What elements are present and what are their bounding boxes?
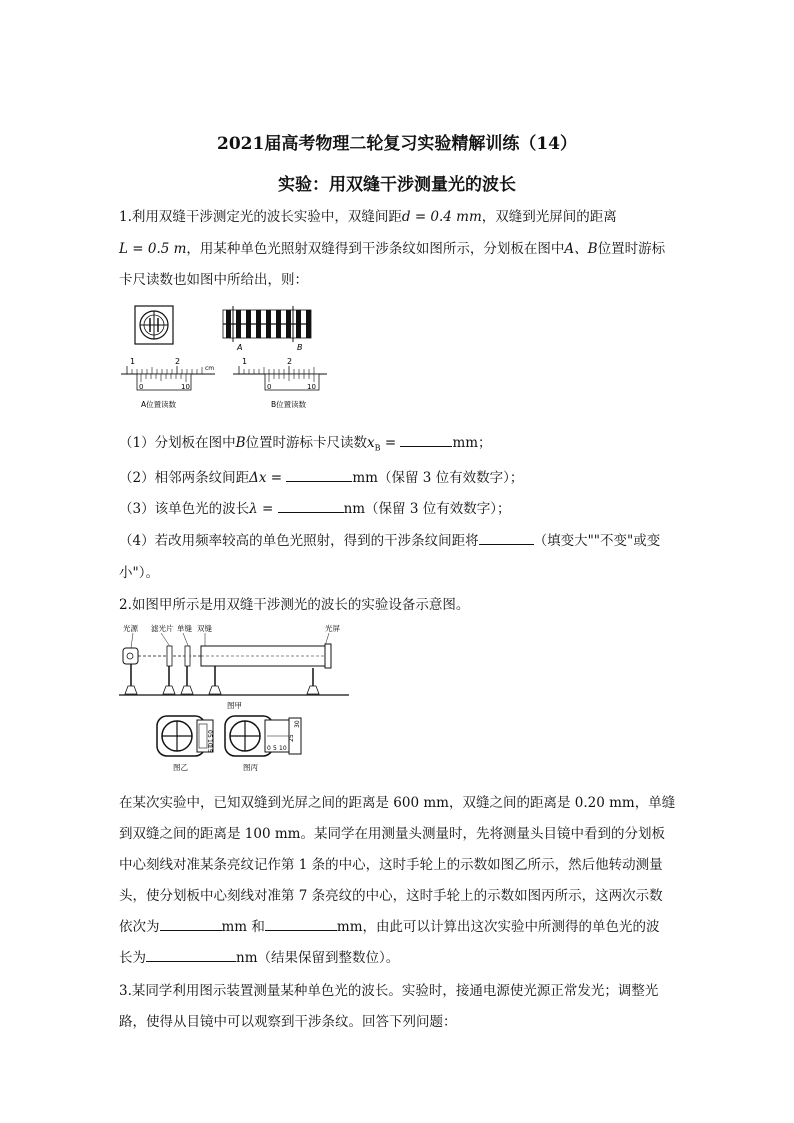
label-light-source: 光源 (123, 624, 138, 633)
q1-sub1 (119, 431, 492, 453)
q2-intro: 2.如图甲所示是用双缝干涉测光的波长的实验设备示意图。 (119, 597, 470, 613)
q2-text: 依次为 (119, 919, 160, 935)
caliper-b-top-1: 1 (242, 357, 248, 366)
caliper-a-vernier-10: 10 (181, 383, 190, 391)
caliper-a (121, 357, 215, 409)
page-title: 2021届高考物理二轮复习实验精解训练（14） (217, 134, 577, 154)
caliper-b-vernier-10: 10 (307, 383, 316, 391)
q1-sub1-text: （1）分划板在图中 (119, 435, 236, 451)
label-double-slit: 双缝 (197, 624, 212, 633)
answer-blank-7[interactable] (146, 947, 236, 962)
q1-sub2-text: （2）相邻两条纹间距 (119, 470, 250, 486)
caliper-a-top-2: 2 (175, 357, 181, 366)
q2-para-line3: 中心刻线对准某条亮纹记作第 1 条的中心，这时手轮上的示数如图乙所示，然后他转动测量 (119, 857, 663, 873)
eyepiece-figure (135, 306, 173, 344)
q1-line3: 卡尺读数也如图中所给出，则： (119, 272, 308, 288)
fringe-label-a: A (237, 343, 243, 352)
q1-sub4-text: （4）若改用频率较高的单色光照射，得到的干涉条纹间距将 (119, 533, 479, 549)
q1-line1 (119, 205, 617, 225)
measurement-head-yi (157, 716, 213, 772)
q1-sub4-text: （填变大""不变"或变 (533, 533, 661, 549)
answer-blank-3[interactable] (278, 498, 344, 513)
q2-para-line5 (119, 915, 660, 935)
q2-text: mm 和 (221, 919, 265, 935)
q1-sub3-text: （3）该单色光的波长 (119, 501, 250, 517)
q2-para-line4: 头，使分划板中心刻线对准第 7 条亮纹的中心，这时手轮上的示数如图丙所示，这两次示数 (119, 888, 663, 904)
q1-sub1-text: 位置时游标卡尺读数 (245, 435, 368, 451)
measurement-head-bing (225, 716, 301, 772)
q1-text: ，用某种单色光照射双缝得到干涉条纹如图所示，分划板在图中 (186, 241, 565, 257)
q1-text: ，双缝到光屏间的距离 (481, 209, 617, 225)
answer-blank-6[interactable] (265, 916, 337, 931)
q1-sub1-subscript: B (374, 443, 381, 453)
answer-blank-5[interactable] (160, 916, 222, 931)
yi-scale-10: 10 (206, 739, 213, 747)
q1-d-value: d = 0.4 mm (401, 209, 482, 225)
caliper-a-unit: cm (205, 365, 215, 372)
caliper-b-top-2: 2 (287, 357, 293, 366)
label-filter: 滤光片 (151, 624, 174, 633)
caliper-b-caption: B位置读数 (271, 400, 307, 409)
q1-sub1-eq: = (380, 435, 397, 451)
q1-sub3 (119, 497, 510, 517)
caliper-a-vernier-0: 0 (139, 383, 144, 391)
q2-para-line6 (119, 946, 399, 966)
page-subtitle: 实验：用双缝干涉测量光的波长 (278, 175, 516, 195)
bing-scale-5: 5 (273, 745, 277, 752)
yi-scale-5: 5 (206, 734, 213, 738)
answer-blank-4[interactable] (479, 530, 534, 545)
q1-text: 1.利用双缝干涉测定光的波长实验中，双缝间距 (119, 209, 402, 225)
caption-bing: 图丙 (243, 763, 258, 772)
q2-text: mm，由此可以计算出这次实验中所测得的单色光的波 (336, 919, 660, 935)
q2-para-line2: 到双缝之间的距离是 100 mm。某同学在用测量头测量时，先将测量头目镜中看到的分划板 (119, 826, 665, 842)
q1-sub2-unit: mm（保留 3 位有效数字）； (352, 470, 524, 486)
q1-sub1-x: x (367, 435, 375, 451)
bing-scale-30: 30 (294, 720, 301, 728)
q1-calipers (119, 352, 329, 414)
bing-scale-25: 25 (288, 734, 295, 742)
bing-scale-0: 0 (267, 745, 271, 752)
q1-sub3-lambda: λ = (249, 501, 274, 517)
q1-sub4-cont: 小"）。 (119, 565, 159, 581)
q1-sub4 (119, 529, 660, 549)
q2-text: nm（结果保留到整数位）。 (236, 950, 400, 966)
bing-scale-10: 10 (279, 745, 287, 752)
q1-line2 (119, 237, 665, 257)
fringe-label-b: B (297, 343, 303, 352)
q1-L-value: L = 0.5 m (119, 241, 187, 257)
q1-sub2 (119, 466, 523, 486)
q2-para-line1: 在某次实验中，已知双缝到光屏之间的距离是 600 mm，双缝之间的距离是 0.20 mm，单缝 (119, 795, 676, 811)
label-screen: 光屏 (325, 624, 340, 633)
q2-apparatus (119, 620, 349, 785)
caliper-a-top-1: 1 (130, 357, 136, 366)
q1-text: 位置时游标 (597, 241, 666, 257)
q2-text: 长为 (119, 950, 146, 966)
q1-ab: A、B (564, 241, 598, 257)
q1-sub3-unit: nm（保留 3 位有效数字）； (343, 501, 511, 517)
label-single-slit: 单缝 (177, 624, 192, 633)
q1-sub2-dx: Δx = (249, 470, 283, 486)
yi-scale-15: 15 (206, 745, 213, 753)
q1-sub1-unit: mm； (452, 435, 492, 451)
caliper-b-vernier-0: 0 (267, 383, 272, 391)
caption-jia: 图甲 (227, 701, 242, 710)
answer-blank-2[interactable] (286, 467, 352, 482)
fringe-pattern (223, 306, 311, 342)
q1-sub1-b: B (235, 435, 246, 451)
caption-yi: 图乙 (173, 763, 188, 772)
caliper-b (233, 357, 327, 409)
yi-scale-0: 0 (206, 730, 213, 734)
q3-line1: 3.某同学利用图示装置测量某种单色光的波长。实验时，接通电源使光源正常发光；调整光 (119, 983, 659, 999)
caliper-a-caption: A位置读数 (141, 400, 177, 409)
answer-blank-1[interactable] (400, 432, 452, 447)
q3-line2: 路，使得从目镜中可以观察到干涉条纹。回答下列问题： (119, 1014, 457, 1030)
